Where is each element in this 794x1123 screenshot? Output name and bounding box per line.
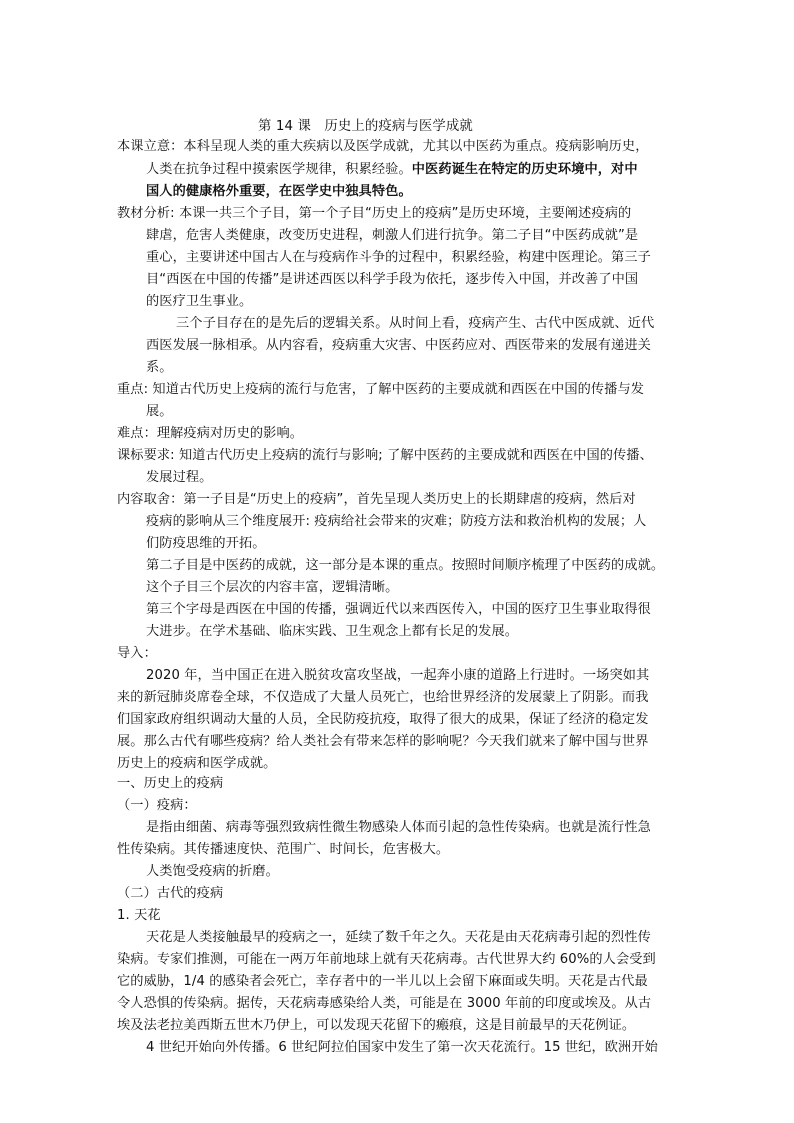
text-line: 来的新冠肺炎席卷全球，不仅造成了大量人员死亡，也给世界经济的发展蒙上了阴影。而我 <box>117 690 649 705</box>
text-line: 导入： <box>117 646 157 661</box>
text-line: 重点: 知道古代历史上疫病的流行与危害，了解中医药的主要成就和西医在中国的传播与发 <box>117 382 645 397</box>
text-line: 性传染病。其传播速度快、范围广、时间长，危害极大。 <box>117 842 450 857</box>
text-line: 大进步。在学术基础、临床实践、卫生观念上都有长足的发展。 <box>146 624 519 639</box>
text-line: 本课立意：本科呈现人类的重大疾病以及医学成就，尤其以中医药为重点。疫病影响历史， <box>117 139 649 154</box>
item-heading: 1. 天花 <box>117 908 161 923</box>
subsection-heading: （一）疫病： <box>117 798 197 813</box>
text-line: 发展过程。 <box>146 470 213 485</box>
text-line: 系。 <box>146 360 173 375</box>
text-line: 西医发展一脉相承。从内容看，疫病重大灾害、中医药应对、西医带来的发展有递进关 <box>146 338 651 353</box>
text-line: 教材分析: 本课一共三个子目，第一个子目“历史上的疫病”是历史环境，主要阐述疫病的 <box>117 206 632 221</box>
text-line: 染病。专家们推测，可能在一两万年前地球上就有天花病毒。古代世界大约 60%的人会受到 <box>117 952 656 967</box>
text-line: 是指由细菌、病毒等强烈致病性微生物感染人体而引起的急性传染病。也就是流行性急 <box>146 820 651 835</box>
text-line: 第三个字母是西医在中国的传播，强调近代以来西医传入，中国的医疗卫生事业取得很 <box>146 602 651 617</box>
text-line: 这个子目三个层次的内容丰富，逻辑清晰。 <box>146 580 399 595</box>
text-line: 它的威胁，1/4 的感染者会死亡，幸存者中的一半儿以上会留下麻面或失明。天花是古代最 <box>117 974 648 989</box>
text-line: 目“西医在中国的传播”是讲述西医以科学手段为依托，逐步传入中国，并改善了中国 <box>146 272 639 287</box>
text-line: 重心，主要讲述中国古人在与疫病作斗争的过程中，积累经验，构建中医理论。第三子 <box>146 250 651 265</box>
text-line: 肆虐，危害人类健康，改变历史进程，刺激人们进行抗争。第二子目“中医药成就”是 <box>146 228 639 243</box>
text-line: 展。那么古代有哪些疫病？给人类社会有带来怎样的影响呢？今天我们就来了解中国与世界 <box>117 734 649 749</box>
text-line: 历史上的疫病和医学成就。 <box>117 756 277 771</box>
text-line: 难点：理解疫病对历史的影响。 <box>117 426 304 441</box>
text-line: 展。 <box>146 404 173 419</box>
text-line: 内容取舍：第一子目是“历史上的疫病”，首先呈现人类历史上的长期肆虐的疫病，然后对 <box>117 492 636 507</box>
text-line: 的医疗卫生事业。 <box>146 294 253 309</box>
text-line: 4 世纪开始向外传播。6 世纪阿拉伯国家中发生了第一次天花流行。15 世纪，欧洲开始 <box>146 1040 658 1055</box>
text-line: 人类在抗争过程中摸索医学规律，积累经验。中医药诞生在特定的历史环境中，对中 <box>146 162 638 177</box>
text-line: 天花是人类接触最早的疫病之一，延续了数千年之久。天花是由天花病毒引起的烈性传 <box>146 930 651 945</box>
text-line: 课标要求: 知道古代历史上疫病的流行与影响; 了解中医药的主要成就和西医在中国的传播、 <box>117 448 653 463</box>
text-line: 人类饱受疫病的折磨。 <box>146 864 279 879</box>
lesson-title: 第 14 课 历史上的疫病与医学成就 <box>258 119 473 134</box>
text-line: 三个子目存在的是先后的逻辑关系。从时间上看，疫病产生、古代中医成就、近代 <box>176 316 655 331</box>
bold-text: 中医药诞生在特定的历史环境中，对中 <box>411 162 638 177</box>
text-line: 第二子目是中医药的成就，这一部分是本课的重点。按照时间顺序梳理了中医药的成就。 <box>146 558 665 573</box>
section-heading: 一、历史上的疫病 <box>117 776 224 791</box>
text-line: 2020 年，当中国正在进入脱贫攻富攻坚战，一起奔小康的道路上行进时。一场突如其 <box>146 668 650 683</box>
text-line: 令人恐惧的传染病。据传，天花病毒感染给人类，可能是在 3000 年前的印度或埃及。从古 <box>117 996 652 1011</box>
bold-text: 国人的健康格外重要，在医学史中独具特色。 <box>146 184 412 199</box>
text-line: 们国家政府组织调动大量的人员，全民防疫抗疫，取得了很大的成果，保证了经济的稳定发 <box>117 712 649 727</box>
subsection-heading: （二）古代的疫病 <box>117 886 224 901</box>
text-line: 疫病的影响从三个维度展开: 疫病给社会带来的灾难；防疫方法和救治机构的发展；人 <box>146 514 647 529</box>
text-line: 们防疫思维的开拓。 <box>146 536 266 551</box>
text-line: 埃及法老拉美西斯五世木乃伊上，可以发现天花留下的瘢痕，这是目前最早的天花例证。 <box>117 1018 636 1033</box>
